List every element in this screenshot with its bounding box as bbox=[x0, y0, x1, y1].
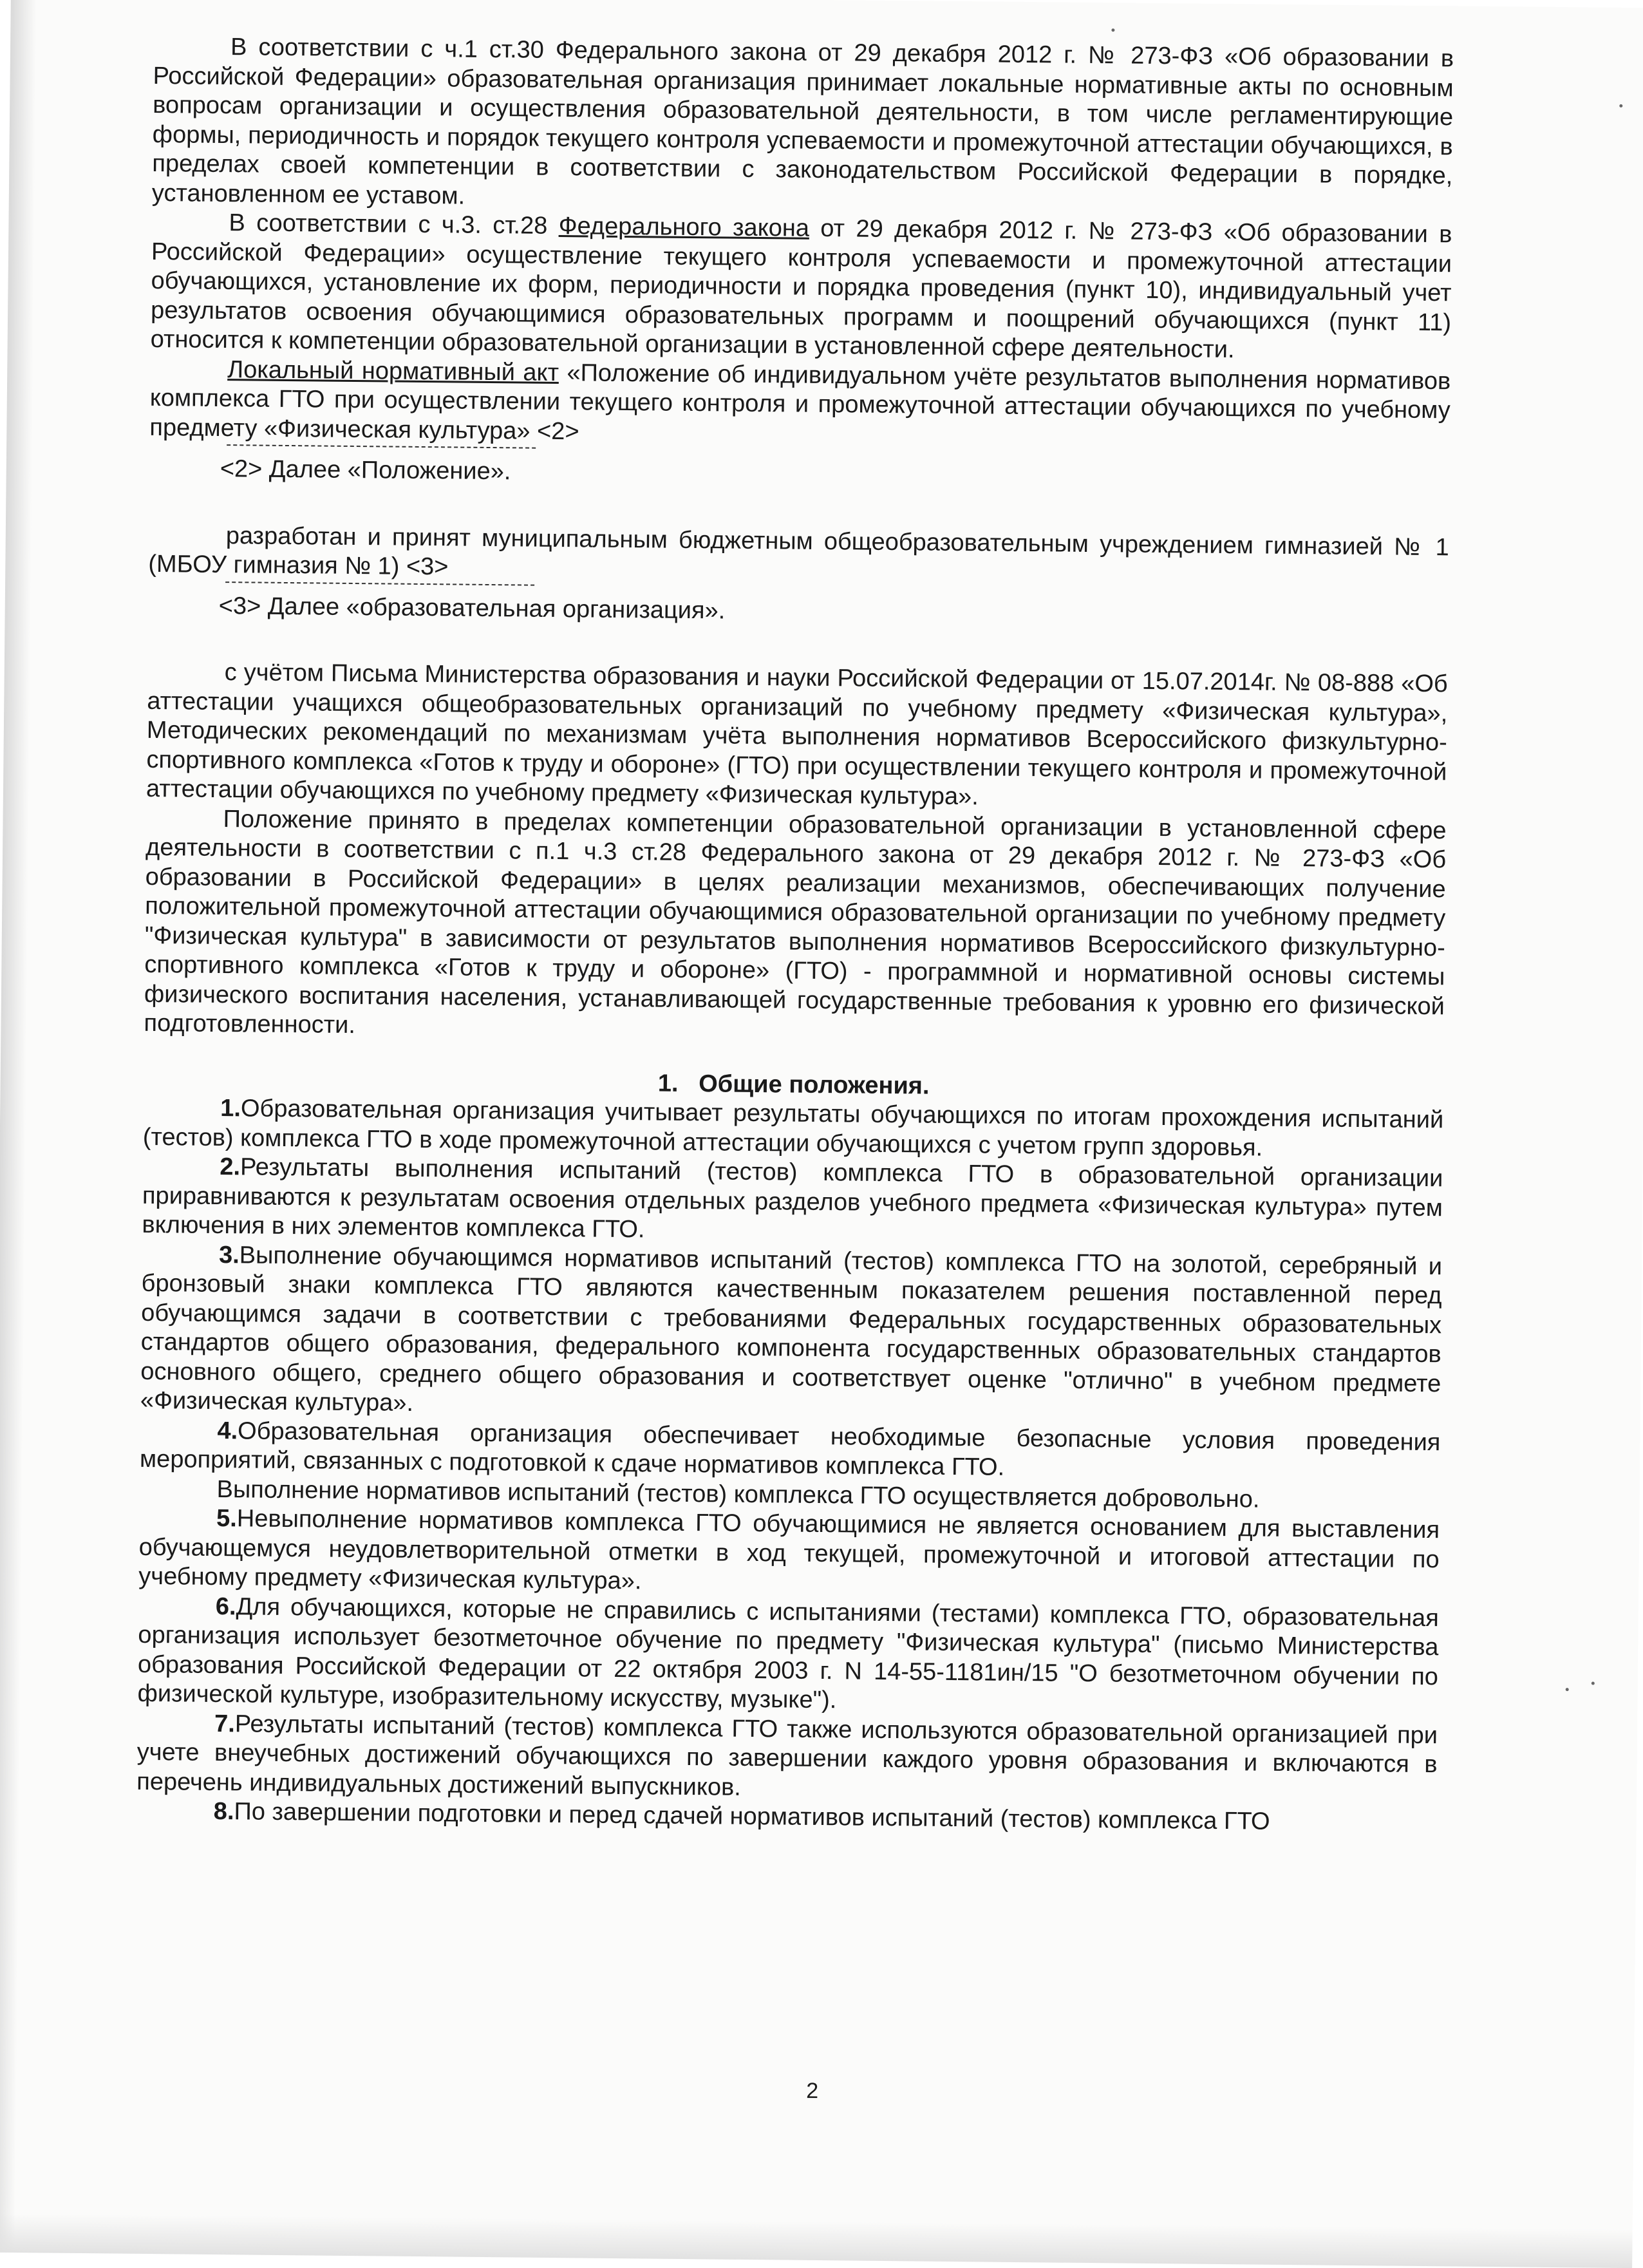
item-text: Образовательная организация учитывает результаты обучающихся по итогам прохождения испытаний (тестов) комплекса ГТО в ходе промежуточной аттестации обучающихся с учетом групп здоровья. bbox=[143, 1095, 1444, 1161]
item-number: 6. bbox=[216, 1593, 236, 1620]
item-number: 8. bbox=[214, 1798, 234, 1825]
item-number: 4. bbox=[217, 1417, 238, 1444]
item-text: По завершении подготовки и перед сдачей нормативов испытаний (тестов) комплекса ГТО bbox=[234, 1798, 1270, 1835]
item-text: Выполнение обучающимся нормативов испытаний (тестов) комплекса ГТО на золотой, серебряный и бронзовый знаки комплекса ГТО являются качественным показателем решения поставленной перед обучающимся задачи в соответствии с требованиями Федеральных государственных образовательных стандартов общего образования, федерального компонента государственных образовательных стандартов основного общего, среднего общего образования и соответствует оценке "отлично" в учебном предмете «Физическая культура». bbox=[140, 1242, 1442, 1417]
item-7 bbox=[136, 1708, 1438, 1809]
item-5 bbox=[138, 1504, 1440, 1604]
item-number: 3. bbox=[219, 1242, 239, 1269]
scan-speck bbox=[1591, 1682, 1595, 1685]
scan-speck bbox=[1566, 1688, 1569, 1691]
intro-paragraph-2-rest: от 29 декабря 2012 г. № 273-ФЗ «Об образовании в Российской Федерации» осуществление текущего контроля успеваемости и промежуточной аттестации обучающихся, установление их форм, периодичности и порядка проведения (пункт 10), индивидуальный учет результатов освоения обучающимися образовательных программ и поощрений обучающихся (пункт 11) относится к компетенции образовательной организации в установленной сфере деятельности. bbox=[151, 215, 1452, 363]
item-text: Результаты испытаний (тестов) комплекса ГТО также используются образовательной организацией при учете внеучебных достижений обучающихся по завершении каждого уровня образования и включаются в перечень индивидуальных достижений выпускников. bbox=[136, 1710, 1438, 1801]
item-number: 5. bbox=[216, 1505, 237, 1532]
intro-paragraph-6: Положение принято в пределах компетенции образовательной организации в установленной сфере деятельности в соответствии с п.1 ч.3 ст.28 Федерального закона от 29 декабря 2012 г. № 273-ФЗ «Об образовании в Российской Федерации» в целях реализации механизмов, обеспечивающих получение положительной промежуточной аттестации обучающимися образовательной организации по учебному предмету "Физическая культура" в зависимости от результатов выполнения нормативов Всероссийского физкультурно-спортивного комплекса «Готов к труду и обороне» (ГТО) - программной и нормативной основы системы физического воспитания населения, устанавливающей государственные требования к уровню его физической подготовленности. bbox=[144, 804, 1446, 1050]
section-title: Общие положения. bbox=[699, 1070, 930, 1099]
page-body bbox=[136, 32, 1454, 1838]
item-text: Для обучающихся, которые не справились с испытаниями (тестами) комплекса ГТО, образовательная организация использует безотметочное обучение по предмету "Физическая культура" (письмо Министерства образования Российской Федерации от 22 октября 2003 г. N 14-55-1181ин/15 "О безотметочном обучении по физической культуре, изобразительному искусству, музыке"). bbox=[137, 1593, 1439, 1714]
item-6 bbox=[137, 1591, 1439, 1721]
item-number: 7. bbox=[214, 1710, 235, 1737]
intro-paragraph-5: с учётом Письма Министерства образования и науки Российской Федерации от 15.07.2014г. № 08-888 «Об аттестации учащихся общеобразовательных организаций по учебному предмету «Физическая культура», Методических рекомендаций по механизмам учёта выполнения нормативов Всероссийского физкультурно-спортивного комплекса «Готов к труду и обороне» (ГТО) при осуществлении текущего контроля и промежуточной аттестации обучающихся по учебному предмету «Физическая культура». bbox=[146, 657, 1448, 817]
federal-law-link[interactable]: Федерального закона bbox=[559, 213, 810, 242]
scan-edge-shadow bbox=[0, 0, 37, 2253]
item-text: Результаты выполнения испытаний (тестов) комплекса ГТО в образовательной организации приравниваются к результатам освоения отдельных разделов учебного предмета «Физическая культура» путем включения в них элементов комплекса ГТО. bbox=[142, 1153, 1443, 1243]
scan-speck bbox=[1111, 28, 1114, 32]
item-number: 2. bbox=[220, 1153, 240, 1180]
item-number: 1. bbox=[220, 1095, 241, 1122]
item-text: Образовательная организация обеспечивает необходимые безопасные условия проведения мероприятий, связанных с подготовкой к сдаче нормативов комплекса ГТО. bbox=[140, 1417, 1441, 1481]
item-2 bbox=[142, 1152, 1443, 1252]
intro-paragraph-2-lead: В соответствии с ч.3. ст.28 bbox=[229, 209, 559, 240]
intro-paragraph-1: В соответствии с ч.1 ст.30 Федерального закона от 29 декабря 2012 г. № 273-ФЗ «Об образовании в Российской Федерации» образовательная организация принимает локальные нормативные акты по основным вопросам организации и осуществления образовательной деятельности, в том числе регламентирующие формы, периодичность и порядок текущего контроля успеваемости и промежуточной аттестации обучающихся, в пределах своей компетенции в соответствии с законодательством Российской Федерации в порядке, установленном ее уставом. bbox=[152, 32, 1454, 220]
footnote-3: <3> Далее «образовательная организация». bbox=[219, 591, 1449, 632]
intro-paragraph-3 bbox=[149, 354, 1451, 455]
page-number: 2 bbox=[0, 2071, 1634, 2112]
intro-paragraph-2 bbox=[151, 208, 1452, 367]
item-text: Невыполнение нормативов комплекса ГТО обучающимися не является основанием для выставления обучающемуся неудовлетворительной отметки в ход текущей, промежуточной и итоговой аттестации по учебному предмету «Физическая культура». bbox=[138, 1505, 1440, 1594]
scan-bottom-shadow bbox=[0, 2214, 1633, 2268]
footnote-2: <2> Далее «Положение». bbox=[220, 455, 1450, 496]
intro-paragraph-4: разработан и принят муниципальным бюджетным общеобразовательным учреждением гимназией № 1 (МБОУ гимназия № 1) <3> bbox=[148, 520, 1449, 591]
item-3 bbox=[140, 1240, 1443, 1428]
scan-speck bbox=[1619, 104, 1622, 108]
section-number: 1. bbox=[658, 1070, 679, 1097]
item-text: Выполнение нормативов испытаний (тестов) комплекса ГТО осуществляется добровольно. bbox=[216, 1476, 1259, 1513]
local-act-link[interactable]: Локальный нормативный акт bbox=[227, 356, 559, 386]
intro-paragraph-3-rest: «Положение об индивидуальном учёте результатов выполнения нормативов комплекса ГТО при осуществлении текущего контроля и промежуточной аттестации обучающихся по учебному предмету «Физическая культура» <2> bbox=[149, 359, 1451, 445]
